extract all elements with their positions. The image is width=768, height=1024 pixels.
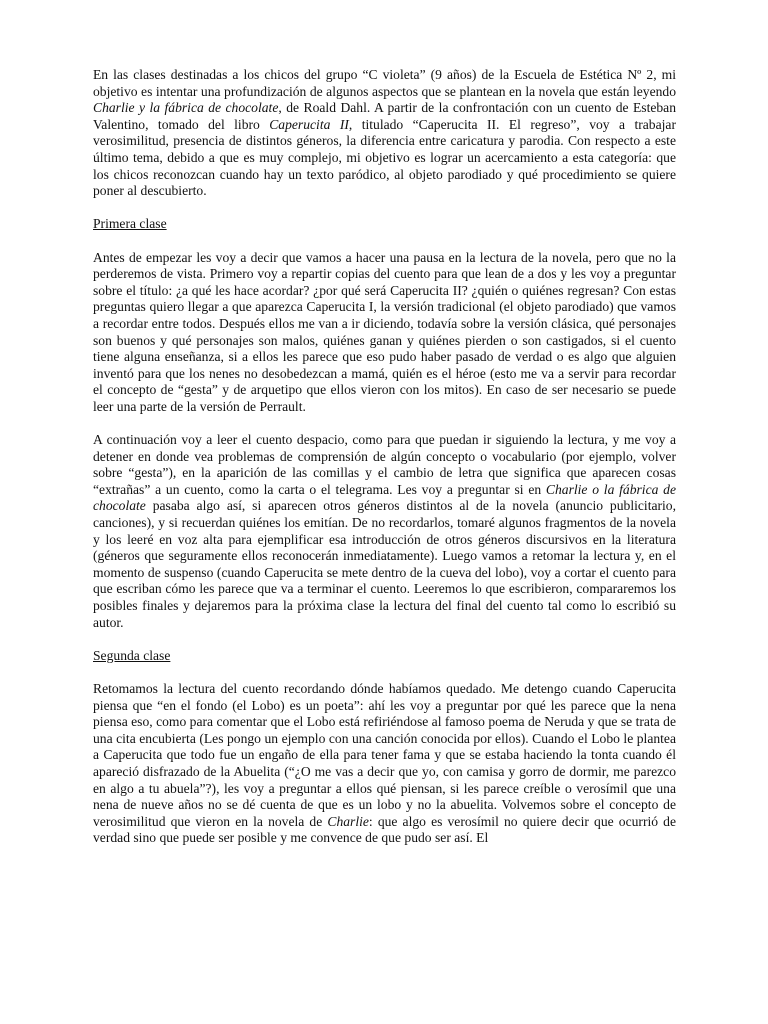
section-heading-primera-clase: Primera clase <box>93 216 167 232</box>
paragraph-3-text-1: Retomamos la lectura del cuento recordando dónde habíamos quedado. Me detengo cuando Caperucita piensa que “en el fondo (el Lobo) es un poeta”: ahí les voy a preguntar por qué les parece que la nena piensa eso, como para comentar que el Lobo está refiriéndose al famoso poema de Neruda y que se trata de una cita encubierta (Les pongo un ejemplo con una canción conocida por ellos). Cuando el Lobo le plantea a Caperucita que todo fue un engaño de ella para tener fama y que se estaba haciendo la tonta cuando él apareció disfrazado de la Abuelita (“¿O me vas a decir que yo, con camisa y gorro de dormir, me parezco en algo a tu abuela”?), les voy a preguntar a ellos qué piensan, si les parece creíble o verosímil que una nena de nueve años no se dé cuenta de que es un lobo y no la abuelita. Volvemos sobre el concepto de verosimilitud que vieron en la novela de <box>93 680 676 829</box>
primera-clase-paragraph-2 <box>93 432 676 631</box>
book-title: Caperucita II <box>269 116 349 132</box>
paragraph-2-text-2: pasaba algo así, si aparecen otros géneros distintos al de la novela (anuncio publicitario, canciones), y si recuerdan quiénes los emitían. De no recordarlos, tomaré algunos fragmentos de la novela y los leeré en voz alta para ejemplificar esa introducción de otros géneros discursivos en la literatura (géneros que seguramente ellos reconocerán inmediatamente). Luego vamos a retomar la lectura y, en el momento de suspenso (cuando Caperucita se mete dentro de la cueva del lobo), voy a cortar el cuento para que escriban cómo les parece que va a terminar el cuento. Leeremos lo que escribieron, compararemos los posibles finales y dejaremos para la próxima clase la lectura del final del cuento tal como lo escribió su autor. <box>93 498 676 630</box>
segunda-clase-paragraph-1 <box>93 681 676 847</box>
novel-title-variant: Charlie o la fábrica de chocolate <box>93 481 676 514</box>
intro-text-3: , titulado “Caperucita II. El regreso”, voy a trabajar verosimilitud, presencia de distintos géneros, la diferencia entre caricatura y parodia. Con respecto a este último tema, debido a que es muy complejo, mi objetivo es lograr un acercamiento a esta categoría: que los chicos reconozcan cuando hay un texto paródico, al objeto parodiado y qué procedimiento se quiere poner al descubierto. <box>93 116 676 199</box>
paragraph-3-text-2: : que algo es verosímil no quiere decir que ocurrió de verdad sino que puede ser posible y me convence de que pudo ser así. El <box>93 813 676 846</box>
document-page <box>93 67 676 847</box>
novel-title: Charlie y la fábrica de chocolate <box>93 100 279 116</box>
primera-clase-paragraph-1: Antes de empezar les voy a decir que vamos a hacer una pausa en la lectura de la novela, pero que no la perderemos de vista. Primero voy a repartir copias del cuento para que lean de a dos y les voy a preguntar sobre el título: ¿a qué les hace acordar? ¿por qué será Caperucita II? ¿quién o quiénes regresan? Con estas preguntas quiero llegar a que aparezca Caperucita I, la versión tradicional (el objeto parodiado) que vamos a recordar entre todos. Después ellos me van a ir diciendo, todavía sobre la versión clásica, qué personajes son buenos y qué personajes son malos, quiénes ganan y quiénes pierden o son castigados, si el cuento tiene alguna enseñanza, si a ellos les parece que eso pudo haber pasado de verdad o es algo que alguien inventó para que los nenes no desobedezcan a mamá, quién es el héroe (esto me va a servir para recordar el concepto de “gesta” y de arquetipo que ellos vieron con los mitos). En caso de ser necesario se puede leer una parte de la versión de Perrault. <box>93 249 676 414</box>
paragraph-2-text-1: A continuación voy a leer el cuento despacio, como para que puedan ir siguiendo la lectura, y me voy a detener en donde vea problemas de comprensión de algún concepto o vocabulario (por ejemplo, volver sobre “gesta”), en la aparición de las comillas y el cambio de letra que significa que aparecen cosas “extrañas” a un cuento, como la carta o el telegrama. Les voy a preguntar si en <box>93 432 676 497</box>
intro-text-1: En las clases destinadas a los chicos del grupo “C violeta” (9 años) de la Escuela de Estética Nº 2, mi objetivo es intentar una profundización de algunos aspectos que se plantean en la novela que están leyendo <box>93 67 676 99</box>
section-heading-segunda-clase: Segunda clase <box>93 647 171 663</box>
novel-short-title: Charlie <box>327 813 369 829</box>
intro-text-2: , de Roald Dahl. A partir de la confrontación con un cuento de Esteban Valentino, tomado del libro <box>93 100 677 132</box>
intro-paragraph <box>93 67 676 200</box>
